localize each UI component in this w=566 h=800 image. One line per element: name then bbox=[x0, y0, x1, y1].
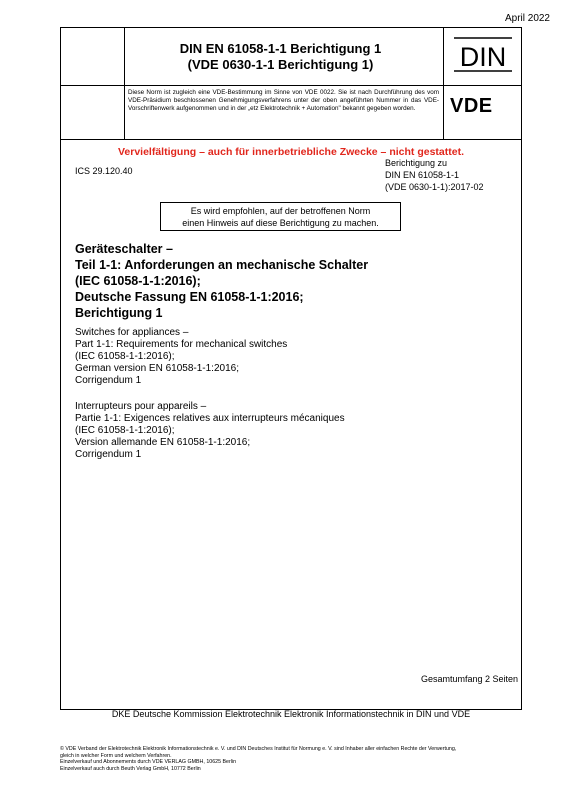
vde-logo: VDE bbox=[450, 95, 493, 117]
german-title bbox=[75, 241, 515, 321]
copyright-footer bbox=[60, 746, 540, 772]
title-line: Teil 1-1: Anforderungen an mechanische Schalter bbox=[75, 258, 369, 272]
title-line: Version allemande EN 61058-1-1:2016; bbox=[75, 437, 251, 448]
footer-line: © VDE Verband der Elektrotechnik Elektronik Informationstechnik e. V. und DIN Deutsches Institut für Normung e. V. sind Inhaber aller einfachen Rechte der Verwertung, bbox=[60, 746, 457, 752]
total-pages: Gesamtumfang 2 Seiten bbox=[420, 674, 518, 684]
divider bbox=[61, 139, 521, 140]
correction-label: Berichtigung zu bbox=[385, 158, 448, 168]
recommendation-box bbox=[160, 202, 401, 231]
title-line: Partie 1-1: Exigences relatives aux interrupteurs mécaniques bbox=[75, 413, 345, 424]
dke-statement: DKE Deutsche Kommission Elektrotechnik Elektronik Informationstechnik in DIN und VDE bbox=[111, 709, 471, 719]
copy-warning: Vervielfältigung – auch für innerbetriebliche Zwecke – nicht gestattet. bbox=[117, 146, 464, 158]
title-line: (IEC 61058-1-1:2016); bbox=[75, 351, 175, 362]
standard-number: DIN EN 61058-1-1 Berichtigung 1 bbox=[179, 41, 382, 56]
footer-line: Einzelverkauf auch durch Beuth Verlag GmbH, 10772 Berlin bbox=[60, 765, 201, 772]
recommendation-line: einen Hinweis auf diese Berichtigung zu machen. bbox=[182, 218, 379, 228]
title-line: Interrupteurs pour appareils – bbox=[75, 401, 207, 412]
title-line: (IEC 61058-1-1:2016); bbox=[75, 425, 175, 436]
title-line: Geräteschalter – bbox=[75, 242, 173, 256]
standard-title bbox=[124, 41, 437, 73]
recommendation-line: Es wird empfohlen, auf der betroffenen Norm bbox=[190, 206, 371, 216]
title-line: Corrigendum 1 bbox=[75, 449, 142, 460]
title-line: Part 1-1: Requirements for mechanical switches bbox=[75, 339, 288, 350]
correction-vde: (VDE 0630-1-1):2017-02 bbox=[385, 182, 484, 192]
title-line: Corrigendum 1 bbox=[75, 375, 142, 386]
ics-code: ICS 29.120.40 bbox=[75, 166, 133, 176]
title-line: Deutsche Fassung EN 61058-1-1:2016; bbox=[75, 290, 304, 304]
footer-line: gleich in welcher Form und welchem Verfahren. bbox=[60, 752, 172, 759]
correction-reference bbox=[385, 157, 484, 193]
title-line: Switches for appliances – bbox=[75, 327, 189, 338]
vde-number: (VDE 0630-1-1 Berichtigung 1) bbox=[187, 57, 374, 72]
title-line: (IEC 61058-1-1:2016); bbox=[75, 274, 201, 288]
din-logo bbox=[452, 35, 514, 75]
english-title bbox=[75, 327, 515, 387]
title-line: Berichtigung 1 bbox=[75, 306, 163, 320]
divider bbox=[443, 28, 444, 139]
divider bbox=[61, 85, 521, 86]
correction-standard: DIN EN 61058-1-1 bbox=[385, 170, 460, 180]
vde-regulation-note: Diese Norm ist zugleich eine VDE-Bestimmung im Sinne von VDE 0022. Sie ist nach Durchführung des vom VDE-Präsidium beschlossenen Genehmigungsverfahrens unter der oben angeführten Nummer in das VDE-Vorschriftenwerk aufgenommen und in der „etz Elektrotechnik + Automation" bekannt gegeben worden. bbox=[128, 89, 439, 113]
din-logo-text: DIN bbox=[459, 42, 507, 72]
publication-date: April 2022 bbox=[504, 13, 550, 24]
title-line: German version EN 61058-1-1:2016; bbox=[75, 363, 239, 374]
footer-line: Einzelverkauf und Abonnements durch VDE VERLAG GMBH, 10625 Berlin bbox=[60, 759, 237, 766]
french-title bbox=[75, 401, 515, 461]
